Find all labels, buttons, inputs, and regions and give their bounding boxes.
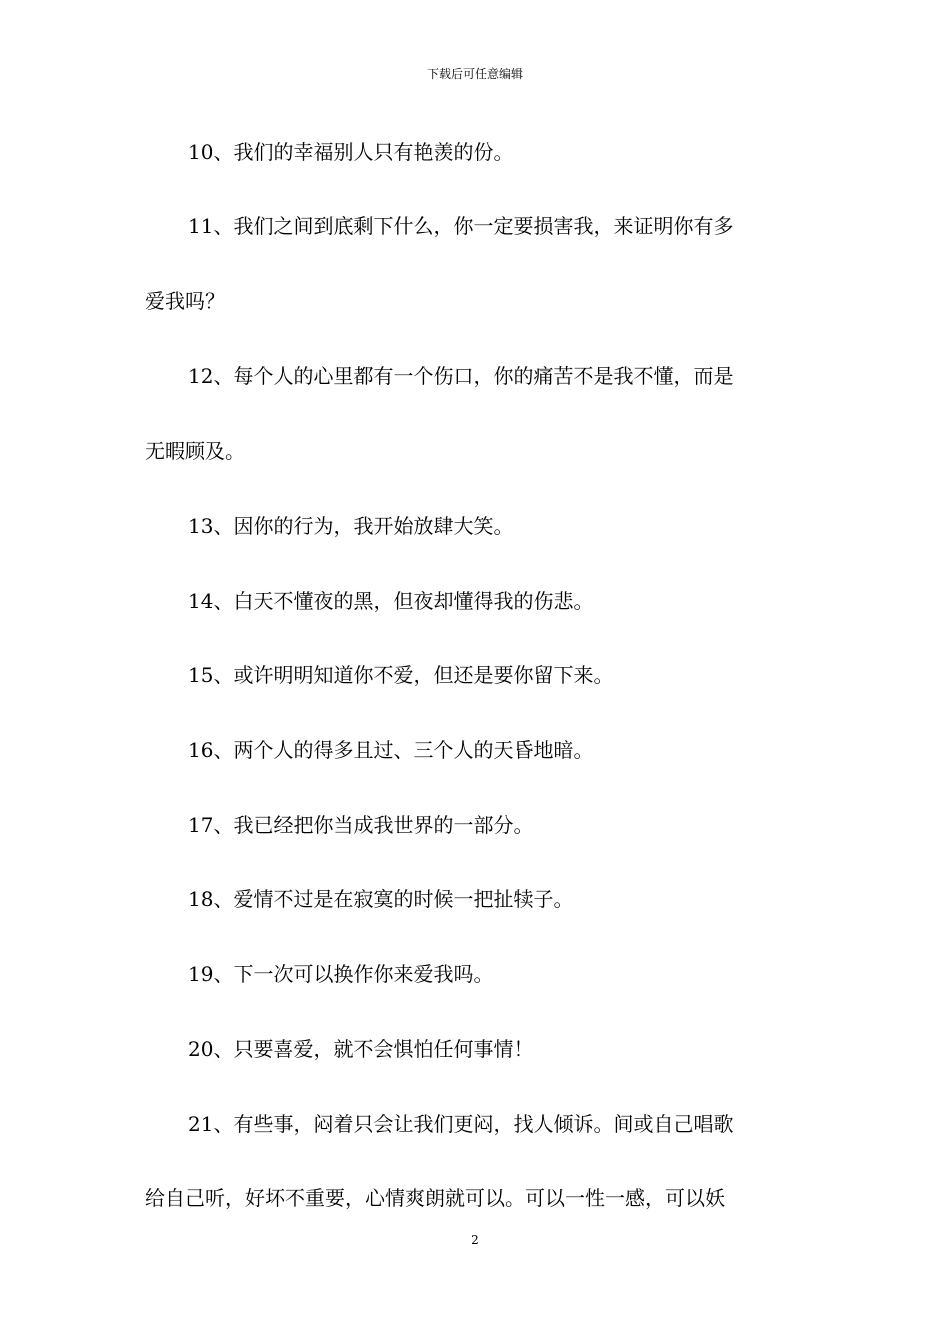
text-line-12: 12、每个人的心里都有一个伤口，你的痛苦不是我不懂，而是 — [188, 364, 734, 388]
text-line-15: 15、或许明明知道你不爱，但还是要你留下来。 — [188, 663, 614, 687]
text-line-11: 11、我们之间到底剩下什么，你一定要损害我，来证明你有多 — [188, 214, 734, 238]
text-line-21-cont: 给自己听，好坏不重要，心情爽朗就可以。可以一性一感，可以妖 — [145, 1186, 725, 1210]
page-header: 下载后可任意编辑 — [426, 67, 523, 81]
text-line-12-cont: 无暇顾及。 — [145, 439, 245, 463]
text-line-19: 19、下一次可以换作你来爱我吗。 — [188, 962, 494, 986]
text-line-13: 13、因你的行为，我开始放肆大笑。 — [188, 514, 514, 538]
text-line-17: 17、我已经把你当成我世界的一部分。 — [188, 813, 534, 837]
text-line-18: 18、爱情不过是在寂寞的时候一把扯犊子。 — [188, 887, 574, 911]
text-line-10: 10、我们的幸福别人只有艳羡的份。 — [188, 140, 514, 164]
text-line-21: 21、有些事，闷着只会让我们更闷，找人倾诉。间或自己唱歌 — [188, 1112, 734, 1136]
text-line-16: 16、两个人的得多且过、三个人的天昏地暗。 — [188, 738, 594, 762]
text-line-20: 20、只要喜爱，就不会惧怕任何事情！ — [188, 1037, 534, 1061]
page-number: 2 — [471, 1233, 479, 1247]
text-line-11-cont: 爱我吗？ — [145, 289, 225, 313]
text-line-14: 14、白天不懂夜的黑，但夜却懂得我的伤悲。 — [188, 589, 594, 613]
